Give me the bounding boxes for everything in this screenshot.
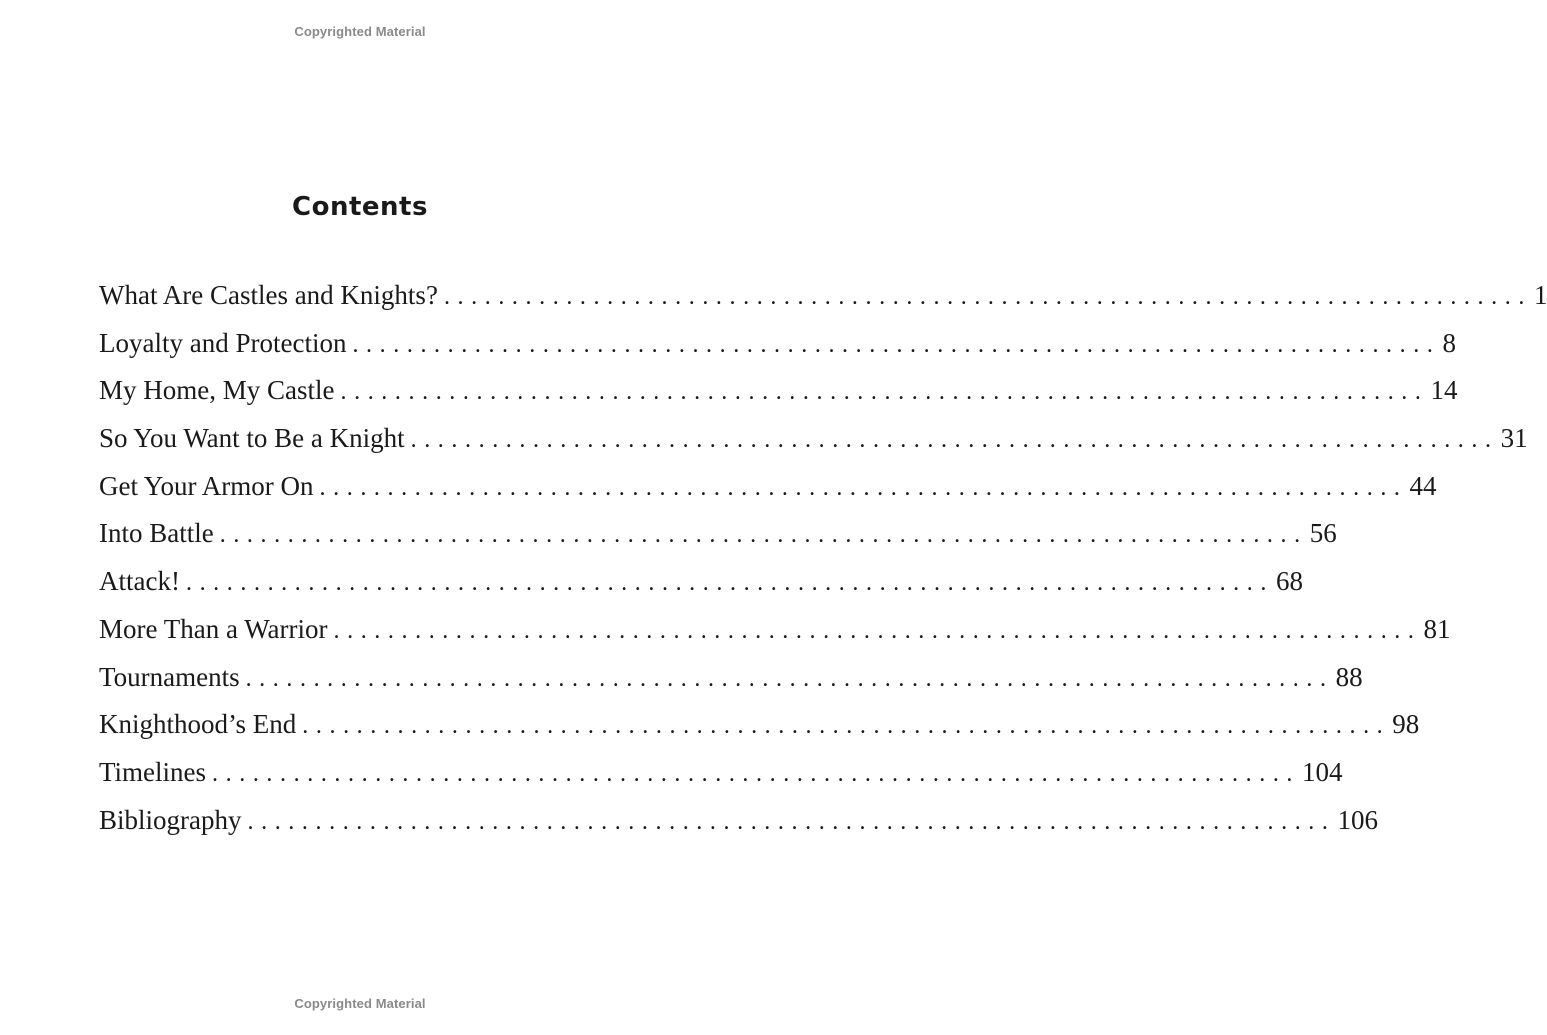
toc-entry[interactable] — [99, 606, 1451, 654]
toc-page-number: 1 — [1533, 280, 1547, 310]
toc-page-number: 56 — [1309, 518, 1337, 549]
toc-entry[interactable] — [99, 463, 1437, 511]
toc-entry[interactable] — [99, 415, 1528, 463]
toc-page-number: 98 — [1392, 709, 1420, 740]
copyright-watermark-bottom: Copyrighted Material — [294, 996, 426, 1011]
toc-dot-leader: ................................................................................ — [352, 331, 1441, 358]
toc-entry[interactable] — [99, 320, 1456, 368]
toc-entry-title: My Home, My Castle — [99, 375, 335, 406]
toc-entry[interactable] — [99, 654, 1363, 702]
toc-entry[interactable] — [99, 797, 1378, 845]
toc-dot-leader: ................................................................................ — [319, 474, 1408, 501]
toc-entry-title: What Are Castles and Knights? — [99, 280, 438, 310]
toc-entry-title: More Than a Warrior — [99, 613, 328, 644]
toc-page-number: 44 — [1409, 470, 1437, 501]
toc-entry-title: Bibliography — [99, 804, 242, 835]
toc-entry[interactable] — [99, 272, 1547, 320]
toc-entry[interactable] — [99, 749, 1343, 797]
toc-entry-title: Into Battle — [99, 518, 214, 549]
toc-entry-title: Get Your Armor On — [99, 470, 314, 501]
page-title: Contents — [292, 192, 428, 222]
toc-dot-leader: ................................................................................ — [219, 522, 1308, 549]
table-of-contents — [99, 272, 1547, 844]
toc-page-number: 68 — [1275, 566, 1303, 597]
toc-entry-title: Timelines — [99, 756, 207, 787]
toc-entry-title: Knighthood’s End — [99, 709, 297, 740]
toc-entry-title: Loyalty and Protection — [99, 327, 347, 358]
toc-dot-leader: ................................................................................ — [185, 570, 1274, 597]
toc-entry-title: Attack! — [99, 566, 180, 597]
toc-entry[interactable] — [99, 558, 1303, 606]
toc-entry[interactable] — [99, 510, 1337, 558]
toc-page-number: 106 — [1337, 804, 1378, 835]
toc-dot-leader: ................................................................................ — [247, 808, 1336, 835]
toc-dot-leader: ................................................................................ — [333, 617, 1422, 644]
toc-page-number: 81 — [1423, 613, 1451, 644]
toc-dot-leader: ................................................................................ — [410, 427, 1499, 454]
toc-dot-leader: ................................................................................ — [443, 284, 1532, 310]
toc-entry-title: Tournaments — [99, 661, 240, 692]
toc-page-number: 31 — [1500, 423, 1528, 454]
toc-dot-leader: ................................................................................ — [245, 665, 1334, 692]
toc-entry[interactable] — [99, 367, 1458, 415]
toc-page-number: 88 — [1335, 661, 1363, 692]
toc-page-number: 8 — [1442, 327, 1456, 358]
toc-dot-leader: ................................................................................ — [302, 713, 1391, 740]
toc-dot-leader: ................................................................................ — [340, 379, 1429, 406]
toc-page-number: 104 — [1302, 756, 1343, 787]
toc-page-number: 14 — [1430, 375, 1458, 406]
copyright-watermark-top: Copyrighted Material — [294, 24, 426, 39]
toc-entry-title: So You Want to Be a Knight — [99, 423, 405, 454]
toc-dot-leader: ................................................................................ — [212, 760, 1301, 787]
toc-entry[interactable] — [99, 701, 1420, 749]
